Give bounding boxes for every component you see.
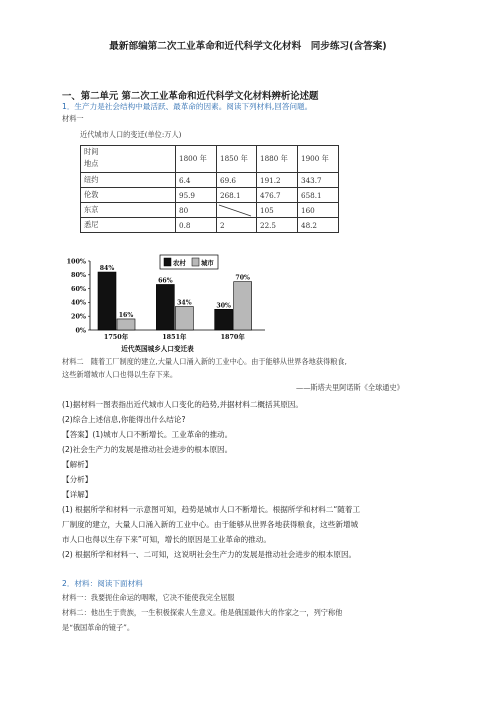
material-2-text-line2: 这些新增城市人口也得以生存下来。 <box>62 370 178 379</box>
value-cell: 48.2 <box>298 218 339 233</box>
data-label: 84% <box>99 265 115 273</box>
q2-material-2: 材料二：他出生于贵族，一生积极探索人生意义。他是俄国最伟大的作家之一，列宁称他 <box>62 608 343 617</box>
value-cell: 268.1 <box>217 188 257 203</box>
year-cell: 1850 年 <box>217 146 257 173</box>
header-place: 地点 <box>84 159 99 168</box>
value-cell: 160 <box>298 203 339 218</box>
bar-城市 <box>117 319 135 330</box>
value-cell: 2 <box>217 218 257 233</box>
q2-material-1: 材料一：我要扼住命运的咽喉，它决不能使我完全屈服 <box>62 593 235 602</box>
y-tick-label: 40% <box>71 298 86 307</box>
bar-农村 <box>156 284 174 330</box>
diagonal-empty-cell <box>217 203 257 218</box>
bar-农村 <box>215 309 233 330</box>
table-row <box>81 218 339 233</box>
y-tick-label: 100% <box>66 257 86 266</box>
header-time: 时间 <box>84 147 99 156</box>
detail-1a: (1) 根据所学和材料一示意图可知，趋势是城市人口不断增长。根据所学和材料二“随着工 <box>62 505 361 514</box>
x-tick-label: 1870年 <box>220 333 245 341</box>
bar-城市 <box>175 307 193 330</box>
question-2-stem: 2．材料：阅读下面材料 <box>62 579 143 588</box>
value-cell: 22.5 <box>257 218 298 233</box>
city-cell: 纽约 <box>81 173 176 188</box>
data-label: 34% <box>177 299 192 307</box>
table-row <box>81 173 339 188</box>
value-cell: 95.9 <box>176 188 217 203</box>
x-tick-label: 1851年 <box>162 333 187 341</box>
legend-swatch <box>164 258 171 266</box>
y-tick-label: 60% <box>71 284 86 293</box>
material-2-text: 材料二 随着工厂制度的建立,大量人口涌入新的工业中心。由于能够从世界各地获得粮食, <box>62 357 347 366</box>
city-cell: 东京 <box>81 203 176 218</box>
value-cell: 0.8 <box>176 218 217 233</box>
data-label: 16% <box>118 311 134 319</box>
q2-material-2b: 是“俄国革命的镜子”。 <box>62 623 135 632</box>
data-label: 70% <box>235 274 250 282</box>
table-row <box>81 188 339 203</box>
value-cell: 80 <box>176 203 217 218</box>
y-tick-label: 20% <box>71 312 86 321</box>
material-2-source: ——斯塔夫里阿诺斯《全球通史》 <box>296 383 404 392</box>
value-cell: 343.7 <box>298 173 339 188</box>
fenxi-label: 【分析】 <box>62 475 93 484</box>
year-cell: 1800 年 <box>176 146 217 173</box>
detail-2: (2) 根据所学和材料一、二可知，这说明社会生产力的发展是推动社会进步的根本原因。 <box>62 550 357 559</box>
x-tick-label: 1750年 <box>103 333 129 341</box>
value-cell: 69.6 <box>217 173 257 188</box>
cell-diagonal-line <box>217 203 253 217</box>
y-tick-label: 0% <box>75 326 86 335</box>
table-row <box>81 203 339 218</box>
city-cell: 悉尼 <box>81 218 176 233</box>
legend-swatch <box>192 258 199 266</box>
year-cell: 1880 年 <box>257 146 298 173</box>
answer-2: (2)社会生产力的发展是推动社会进步的根本原因。 <box>62 445 233 454</box>
value-cell: 658.1 <box>298 188 339 203</box>
detail-label: 【详解】 <box>62 490 93 499</box>
legend-label: 农村 <box>173 259 186 267</box>
data-label: 30% <box>216 302 231 310</box>
year-cell: 1900 年 <box>298 146 339 173</box>
y-tick-label: 80% <box>71 271 86 280</box>
population-bar-chart <box>60 253 280 358</box>
page-title: 最新部编第二次工业革命和近代科学文化材料 同步练习(含答案) <box>109 41 387 52</box>
bar-城市 <box>234 282 252 330</box>
section-heading: 一、第二单元 第二次工业革命和近代科学文化材料辨析论述题 <box>62 91 319 102</box>
table-corner-cell <box>81 146 176 173</box>
analysis-label: 【解析】 <box>62 460 93 469</box>
detail-1b: 厂制度的建立，大量人口涌入新的工业中心。由于能够从世界各地获得粮食，这些新增城 <box>62 520 359 529</box>
table-header-row <box>81 146 339 173</box>
sub-question-1: (1)据材料一图表指出近代城市人口变化的趋势,并据材料二概括其原因。 <box>62 400 303 409</box>
legend-label: 城市 <box>201 259 214 267</box>
chart-title: 近代英国城乡人口变迁表 <box>121 345 194 353</box>
answer-1: 【答案】(1)城市人口不断增长。工业革命的推动。 <box>62 430 233 439</box>
sub-question-2: (2)综合上述信息,你能得出什么结论? <box>62 415 186 424</box>
value-cell: 105 <box>257 203 298 218</box>
material-1-label: 材料一 <box>62 114 84 123</box>
detail-1c: 市人口也得以生存下来”可知，增长的原因是工业革命的推动。 <box>62 535 271 544</box>
table-caption: 近代城市人口的变迁(单位:万人) <box>80 130 182 139</box>
bar-农村 <box>98 272 116 330</box>
value-cell: 476.7 <box>257 188 298 203</box>
city-cell: 伦敦 <box>81 188 176 203</box>
value-cell: 191.2 <box>257 173 298 188</box>
data-label: 66% <box>158 277 173 285</box>
value-cell: 6.4 <box>176 173 217 188</box>
population-table <box>80 145 339 233</box>
question-1-stem: 1．生产力是社会结构中最活跃、最革命的因素。阅读下列材料,回答问题。 <box>62 102 313 111</box>
